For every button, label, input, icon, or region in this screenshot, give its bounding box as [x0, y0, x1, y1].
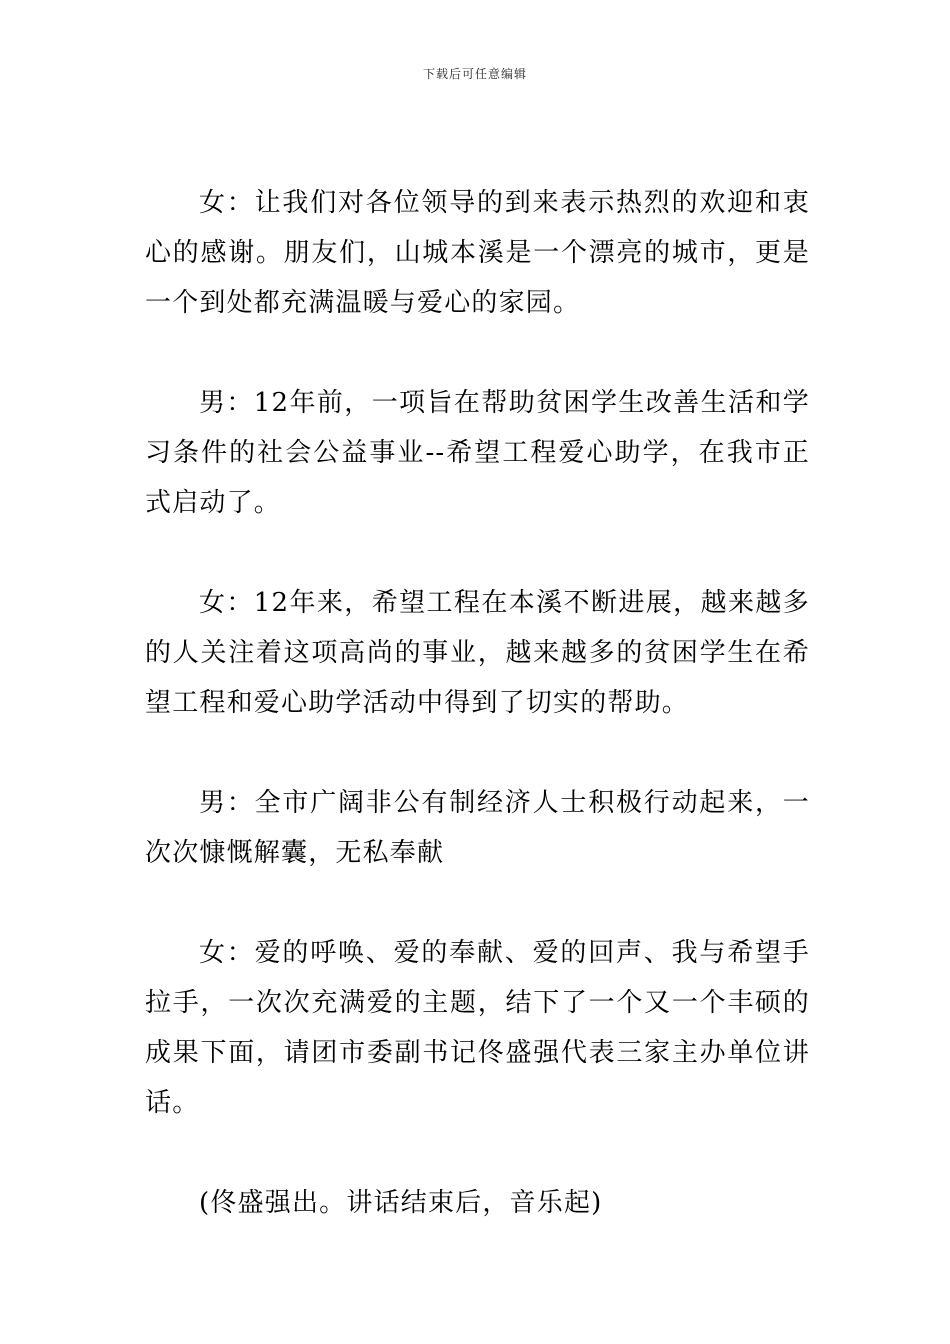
paragraph-5: 女：爱的呼唤、爱的奉献、爱的回声、我与希望手拉手，一次次充满爱的主题，结下了一个又一个丰硕的成果下面，请团市委副书记佟盛强代表三家主办单位讲话。 — [145, 938, 810, 1118]
paragraph-3: 女：12年来，希望工程在本溪不断进展，越来越多的人关注着这项高尚的事业，越来越多的贫困学生在希望工程和爱心助学活动中得到了切实的帮助。 — [145, 588, 810, 718]
paragraph-2: 男：12年前，一项旨在帮助贫困学生改善生活和学习条件的社会公益事业--希望工程爱心助学，在我市正式启动了。 — [145, 388, 810, 518]
paragraph-6: (佟盛强出。讲话结束后，音乐起) — [199, 1188, 603, 1218]
page-header: 下载后可任意编辑 — [422, 67, 527, 81]
document-body — [145, 178, 810, 1228]
paragraph-1: 女：让我们对各位领导的到来表示热烈的欢迎和衷心的感谢。朋友们，山城本溪是一个漂亮的城市，更是一个到处都充满温暖与爱心的家园。 — [145, 188, 810, 318]
paragraph-4: 男：全市广阔非公有制经济人士积极行动起来，一次次慷慨解囊，无私奉献 — [145, 788, 810, 868]
